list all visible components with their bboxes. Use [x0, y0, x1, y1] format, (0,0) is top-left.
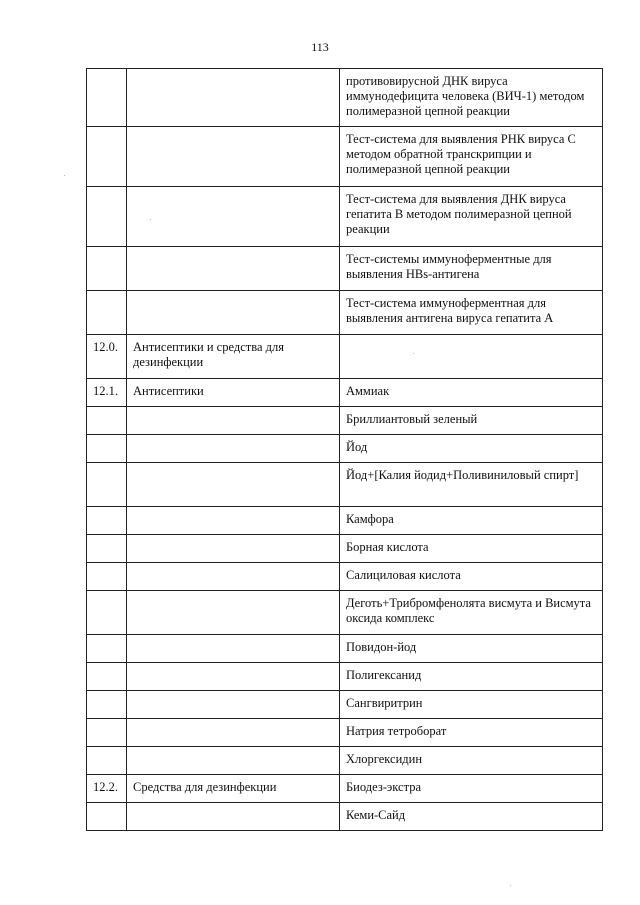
table-row	[87, 435, 603, 463]
group-name-cell	[127, 127, 340, 187]
group-name-cell	[127, 291, 340, 335]
table-row	[87, 291, 603, 335]
table-row	[87, 407, 603, 435]
table-row	[87, 719, 603, 747]
table-row	[87, 535, 603, 563]
item-name-cell: Салициловая кислота	[340, 563, 603, 591]
scan-speck	[510, 885, 511, 886]
row-number-cell: 12.0.	[87, 335, 127, 379]
row-number-cell: 12.2.	[87, 775, 127, 803]
group-name-cell	[127, 803, 340, 831]
group-name-cell: Антисептики	[127, 379, 340, 407]
group-name-cell	[127, 247, 340, 291]
group-name-cell	[127, 635, 340, 663]
group-name-cell	[127, 463, 340, 507]
table-row	[87, 507, 603, 535]
table-row	[87, 187, 603, 247]
group-name-cell	[127, 187, 340, 247]
item-name-cell: Натрия тетроборат	[340, 719, 603, 747]
group-name-cell	[127, 663, 340, 691]
item-name-cell	[340, 335, 603, 379]
table-row	[87, 775, 603, 803]
page-number: 113	[311, 40, 329, 54]
row-number-cell	[87, 563, 127, 591]
item-name-cell: Хлоргексидин	[340, 747, 603, 775]
item-name-cell: Биодез-экстра	[340, 775, 603, 803]
item-name-cell: Йод	[340, 435, 603, 463]
scan-speck	[413, 353, 414, 354]
item-name-cell: противовирусной ДНК вируса иммунодефицита человека (ВИЧ-1) методом полимеразной цепной реакции	[340, 69, 603, 127]
row-number-cell	[87, 591, 127, 635]
table-row	[87, 379, 603, 407]
item-name-cell: Полигексанид	[340, 663, 603, 691]
item-name-cell: Повидон-йод	[340, 635, 603, 663]
group-name-cell	[127, 435, 340, 463]
row-number-cell	[87, 291, 127, 335]
table-row	[87, 69, 603, 127]
item-name-cell: Борная кислота	[340, 535, 603, 563]
table-row	[87, 635, 603, 663]
item-name-cell: Деготь+Трибромфенолята висмута и Висмута оксида комплекс	[340, 591, 603, 635]
row-number-cell	[87, 691, 127, 719]
row-number-cell	[87, 247, 127, 291]
row-number-cell	[87, 127, 127, 187]
group-name-cell: Средства для дезинфекции	[127, 775, 340, 803]
row-number-cell	[87, 507, 127, 535]
table-row	[87, 127, 603, 187]
item-name-cell: Тест-системы иммуноферментные для выявления HBs-антигена	[340, 247, 603, 291]
group-name-cell	[127, 591, 340, 635]
row-number-cell	[87, 69, 127, 127]
item-name-cell: Кеми-Сайд	[340, 803, 603, 831]
table-row	[87, 747, 603, 775]
group-name-cell	[127, 69, 340, 127]
item-name-cell: Тест-система иммуноферментная для выявления антигена вируса гепатита А	[340, 291, 603, 335]
item-name-cell: Сангвиритрин	[340, 691, 603, 719]
group-name-cell	[127, 535, 340, 563]
row-number-cell	[87, 747, 127, 775]
scan-speck	[150, 219, 151, 220]
row-number-cell	[87, 803, 127, 831]
group-name-cell	[127, 719, 340, 747]
table-row	[87, 591, 603, 635]
item-name-cell: Тест-система для выявления ДНК вируса гепатита В методом полимеразной цепной реакции	[340, 187, 603, 247]
table-row	[87, 563, 603, 591]
item-name-cell: Аммиак	[340, 379, 603, 407]
row-number-cell: 12.1.	[87, 379, 127, 407]
group-name-cell	[127, 407, 340, 435]
table-row	[87, 335, 603, 379]
row-number-cell	[87, 635, 127, 663]
row-number-cell	[87, 463, 127, 507]
group-name-cell	[127, 563, 340, 591]
item-name-cell: Тест-система для выявления РНК вируса С методом обратной транскрипции и полимеразной цепной реакции	[340, 127, 603, 187]
row-number-cell	[87, 187, 127, 247]
table-row	[87, 463, 603, 507]
row-number-cell	[87, 719, 127, 747]
medication-table	[86, 68, 603, 831]
item-name-cell: Камфора	[340, 507, 603, 535]
table-row	[87, 803, 603, 831]
item-name-cell: Бриллиантовый зеленый	[340, 407, 603, 435]
group-name-cell: Антисептики и средства для дезинфекции	[127, 335, 340, 379]
scan-speck	[64, 175, 65, 176]
row-number-cell	[87, 435, 127, 463]
table-body	[87, 69, 603, 831]
group-name-cell	[127, 747, 340, 775]
row-number-cell	[87, 663, 127, 691]
row-number-cell	[87, 535, 127, 563]
table-row	[87, 691, 603, 719]
group-name-cell	[127, 507, 340, 535]
table-row	[87, 247, 603, 291]
row-number-cell	[87, 407, 127, 435]
table-row	[87, 663, 603, 691]
group-name-cell	[127, 691, 340, 719]
item-name-cell: Йод+[Калия йодид+Поливиниловый спирт]	[340, 463, 603, 507]
